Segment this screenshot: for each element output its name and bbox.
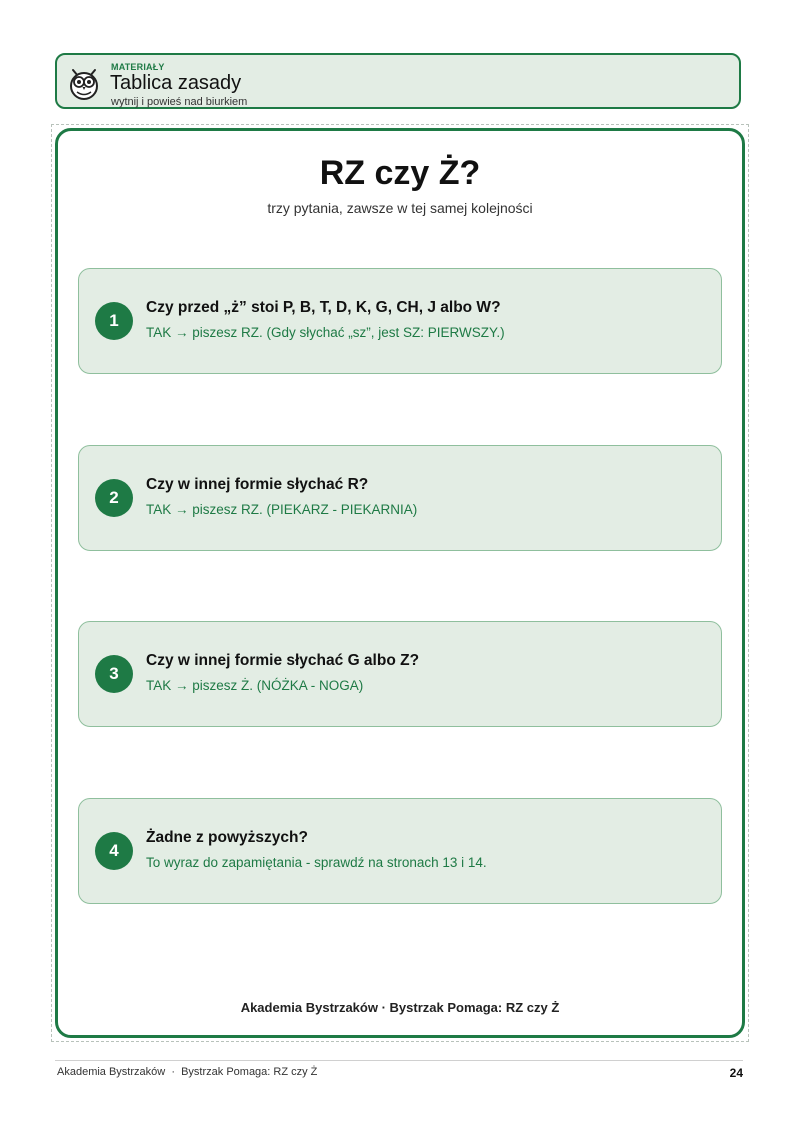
page-number: 24: [729, 1066, 743, 1080]
page-footer-text: Akademia Bystrzaków · Bystrzak Pomaga: RZ czy Ż: [57, 1066, 318, 1078]
rule-number-badge: 4: [95, 832, 133, 870]
rule-number-badge: 3: [95, 655, 133, 693]
header-kicker: MATERIAŁY: [111, 62, 165, 72]
rule-question: Czy przed „ż” stoi P, B, T, D, K, G, CH, J albo W?: [146, 299, 501, 316]
rule-question: Żadne z powyższych?: [146, 829, 308, 846]
rule-question: Czy w innej formie słychać G albo Z?: [146, 652, 420, 669]
rule-box: [78, 268, 722, 374]
rule-answer: TAK → piszesz RZ. (PIEKARZ - PIEKARNIA): [146, 502, 418, 517]
rule-number-badge: 2: [95, 479, 133, 517]
owl-icon: [68, 66, 100, 100]
poster-subtitle: trzy pytania, zawsze w tej samej kolejności: [267, 200, 533, 216]
section-header: [55, 53, 741, 109]
rule-box: [78, 445, 722, 551]
rule-question: Czy w innej formie słychać R?: [146, 476, 369, 493]
header-title: Tablica zasady: [110, 72, 242, 94]
poster-footer: Akademia Bystrzaków · Bystrzak Pomaga: RZ czy Ż: [240, 1000, 560, 1015]
rule-box: [78, 798, 722, 904]
rule-answer: To wyraz do zapamiętania - sprawdź na stronach 13 i 14.: [146, 855, 487, 870]
header-subtitle: wytnij i powieś nad biurkiem: [111, 96, 248, 108]
rule-answer: TAK → piszesz RZ. (Gdy słychać „sz”, jest SZ: PIERWSZY.): [146, 325, 505, 340]
footer-divider: [55, 1060, 743, 1061]
poster-title: RZ czy Ż?: [319, 154, 481, 192]
rule-answer: TAK → piszesz Ż. (NÓŻKA - NOGA): [146, 678, 364, 693]
rule-number-badge: 1: [95, 302, 133, 340]
rule-box: [78, 621, 722, 727]
